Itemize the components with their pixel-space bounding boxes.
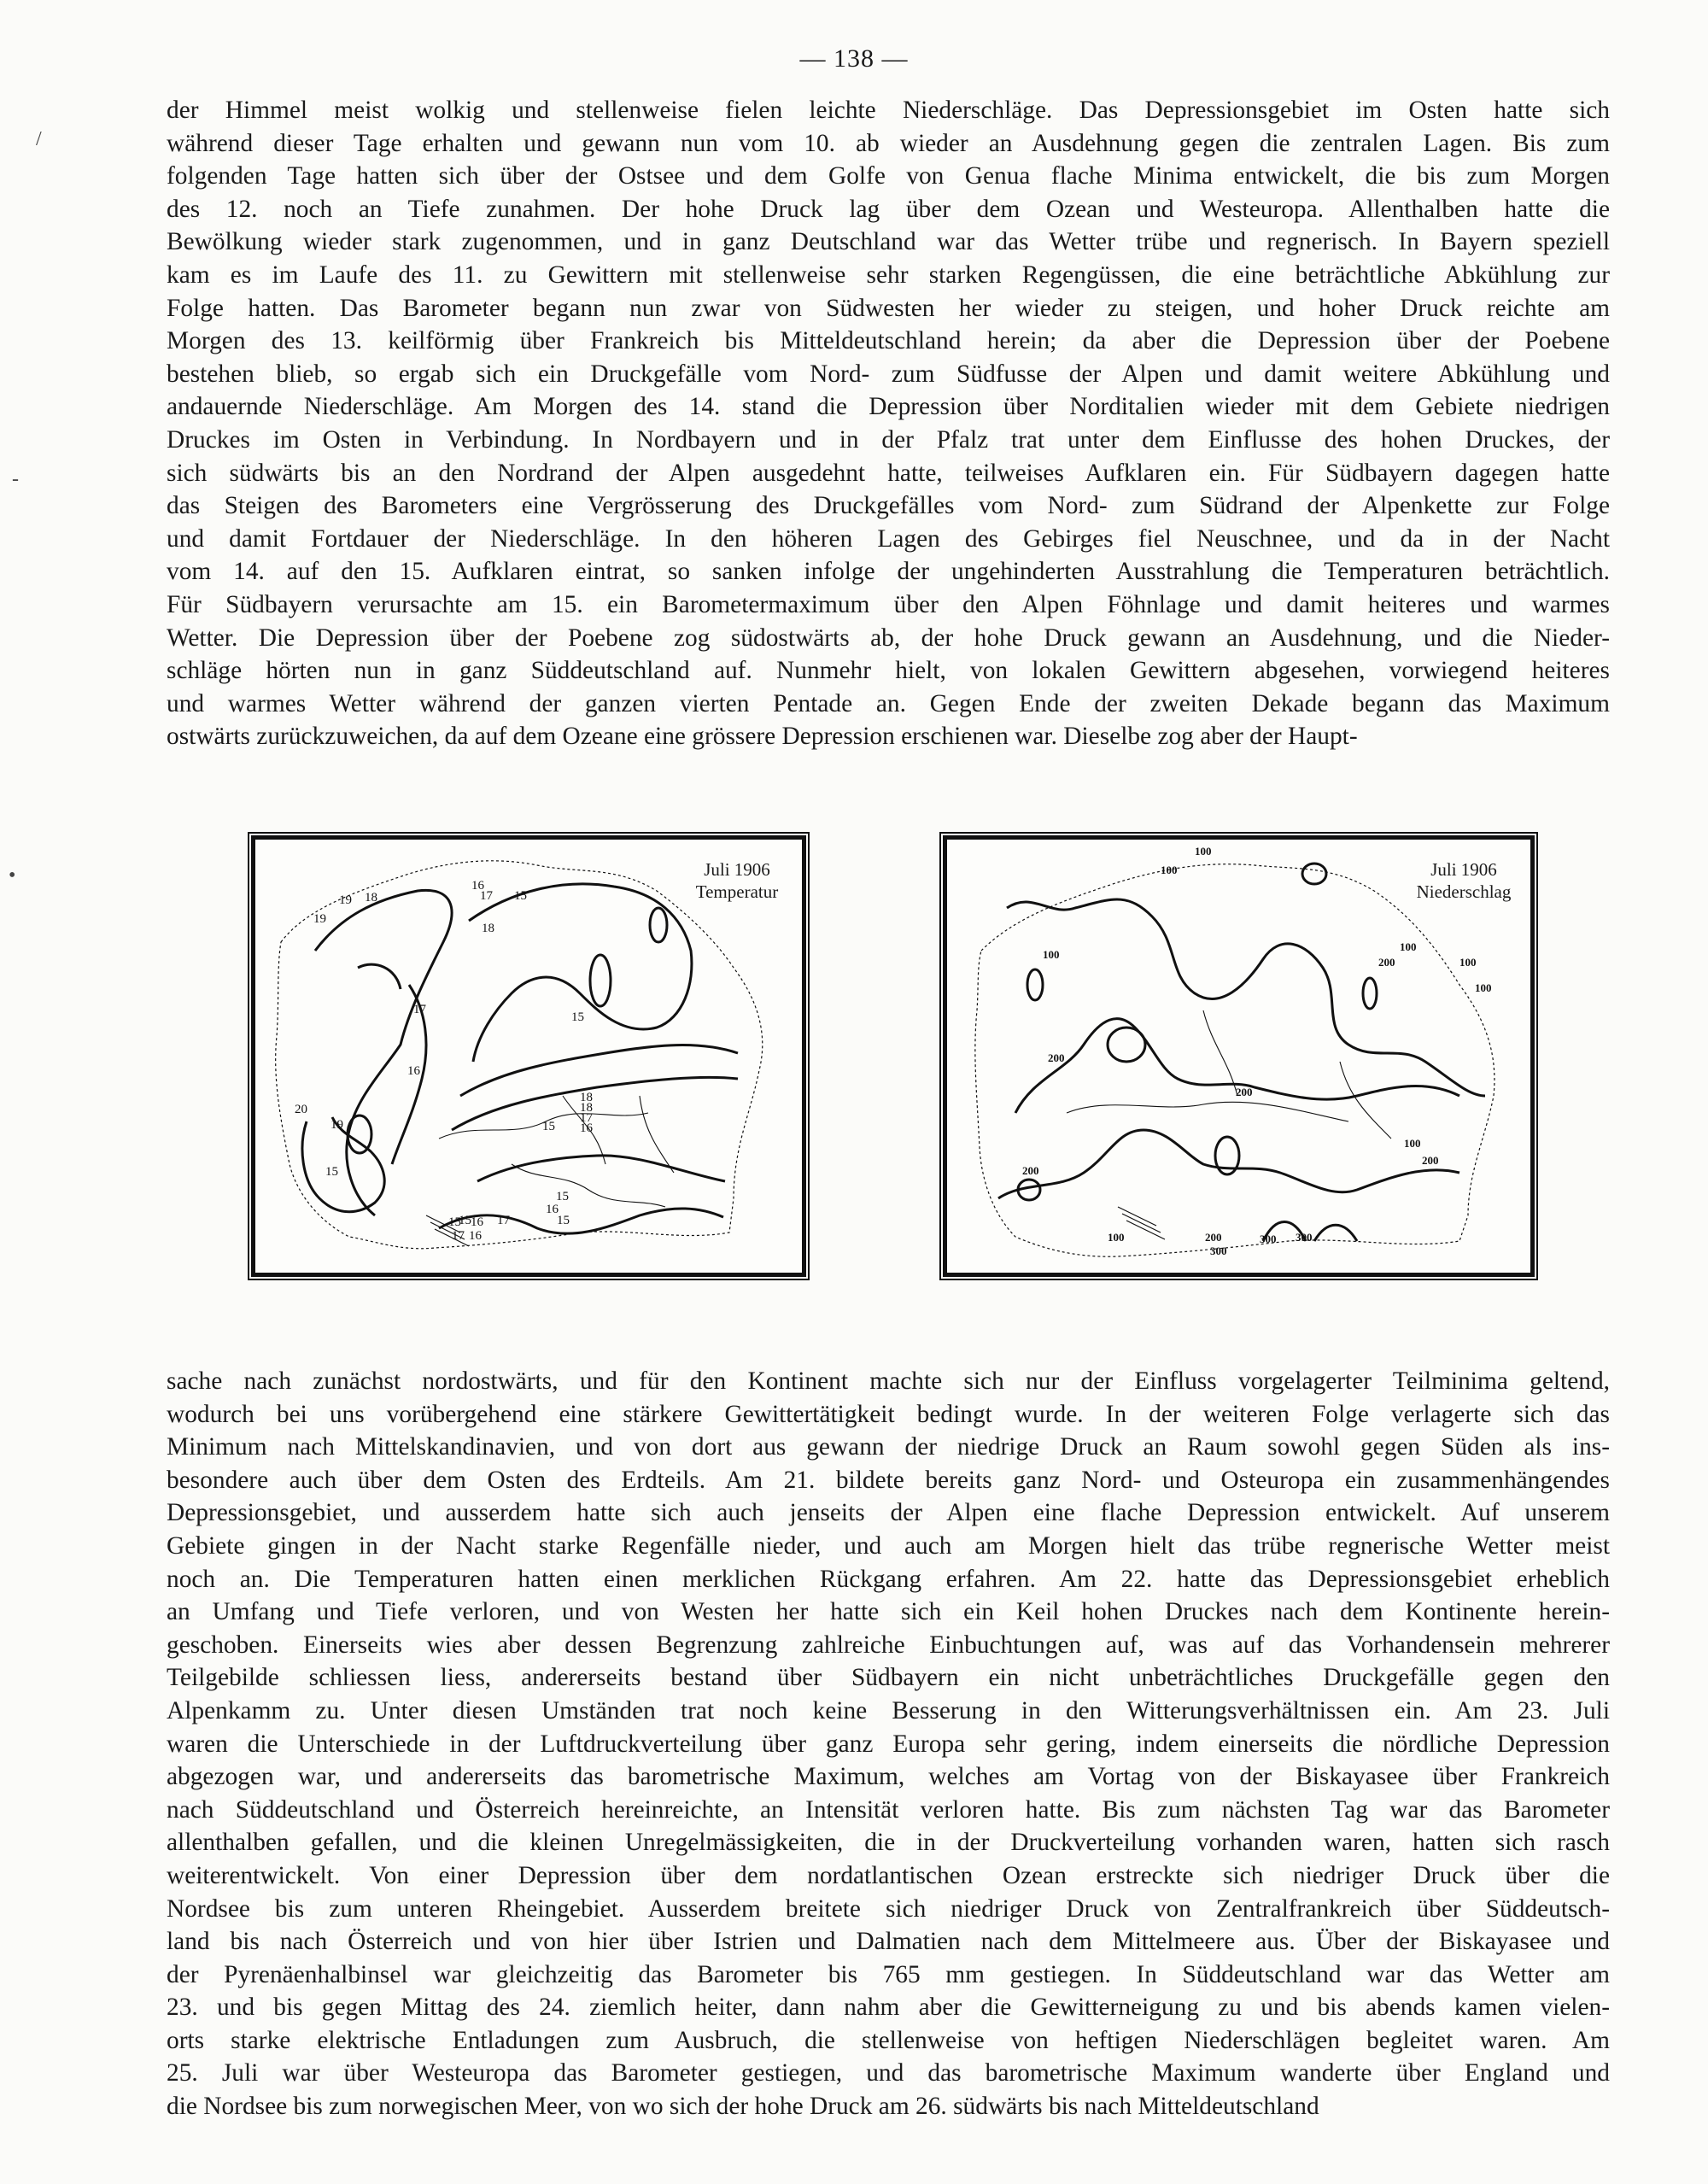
text-line: Für Südbayern verursachte am 15. ein Barometermaximum über den Alpen Föhnlage und damit heiteres und warmes bbox=[167, 590, 1610, 618]
precipitation-isoline-label: 300 bbox=[1296, 1231, 1313, 1244]
text-line: weiterentwickelt. Von einer Depression über dem nordatlantischen Ozean erstreckte sich niedriger Druck über die bbox=[167, 1861, 1610, 1889]
temperature-isoline-label: 17 bbox=[580, 1111, 593, 1125]
temperature-isoline-label: 16 bbox=[471, 1215, 483, 1229]
temperature-isoline-label: 16 bbox=[469, 1229, 482, 1243]
margin-mark: • bbox=[9, 864, 16, 887]
text-line: schläge hörten nun in ganz Süddeutschland auf. Nunmehr hielt, von lokalen Gewittern abgesehen, vorwiegend heiteres bbox=[167, 657, 1610, 685]
precipitation-isoline-label: 100 bbox=[1161, 864, 1178, 876]
temperature-isoline-label: 18 bbox=[365, 891, 377, 905]
precipitation-map-title-line1: Juli 1906 bbox=[1430, 859, 1497, 880]
text-line: noch an. Die Temperaturen hatten einen merklichen Rückgang erfahren. Am 22. hatte das Depressionsgebiet erheblich bbox=[167, 1565, 1610, 1593]
text-line: Gebiete gingen in der Nacht starke Regenfälle nieder, und auch am Morgen hielt das trübe regnerische Wetter meist bbox=[167, 1531, 1610, 1560]
temperature-isoline-label: 16 bbox=[546, 1203, 559, 1216]
text-line: andauernde Niederschläge. Am Morgen des 14. stand die Depression über Norditalien wieder mit dem Gebiete niedrigen bbox=[167, 393, 1610, 421]
precipitation-map-title-line2: Niederschlag bbox=[1416, 881, 1512, 902]
temperature-isoline-label: 15 bbox=[514, 889, 527, 903]
precipitation-isoline-label: 300 bbox=[1210, 1244, 1227, 1257]
text-line: Wetter. Die Depression über der Poebene zog südostwärts ab, der hohe Druck gewann an Ausdehnung, und die Nieder- bbox=[167, 624, 1610, 652]
text-line: geschoben. Einerseits wies aber dessen Begrenzung zahlreiche Einbuchtungen auf, was auf das Vorhandensein mehrerer bbox=[167, 1631, 1610, 1659]
temperature-isoline-label: 15 bbox=[448, 1215, 461, 1229]
text-line: das Steigen des Barometers eine Vergrösserung des Druckgefälles vom Nord- zum Südrand der Alpenkette zur Folge bbox=[167, 492, 1610, 520]
margin-mark: - bbox=[12, 468, 19, 490]
text-line: des 12. noch an Tiefe zunahmen. Der hohe Druck lag über dem Ozean und Westeuropa. Allenthalben hatte die bbox=[167, 195, 1610, 223]
text-line: land bis nach Österreich und von hier über Istrien und Dalmatien nach dem Mittelmeere aus. Über der Biskayasee und bbox=[167, 1928, 1610, 1956]
temperature-map-title-line1: Juli 1906 bbox=[704, 859, 770, 880]
text-line: Druckes im Osten in Verbindung. In Nordbayern und in der Pfalz trat unter dem Einflusse des hohen Druckes, der bbox=[167, 425, 1610, 454]
text-line: vom 14. auf den 15. Aufklaren eintrat, so sanken infolge der ungehinderten Ausstrahlung die Temperaturen beträchtlich. bbox=[167, 558, 1610, 586]
temperature-isoline-label: 19 bbox=[330, 1118, 343, 1132]
temperature-isoline-label: 15 bbox=[571, 1010, 584, 1024]
temperature-isoline-label: 18 bbox=[580, 1101, 593, 1115]
bottom-paragraph bbox=[167, 1365, 1610, 2123]
text-line: wodurch bei uns vorübergehend eine stärkere Gewittertätigkeit bedingt wurde. In der weiteren Folge verlagerte sich das bbox=[167, 1400, 1610, 1428]
temperature-isoline-label: 16 bbox=[471, 879, 484, 893]
precipitation-isoline-label: 200 bbox=[1378, 956, 1395, 969]
text-line: orts starke elektrische Entladungen zum Ausbruch, die stellenweise von heftigen Niederschlägen begleitet waren. Am bbox=[167, 2026, 1610, 2054]
precipitation-isoline-label: 100 bbox=[1475, 981, 1492, 994]
text-line: der Himmel meist wolkig und stellenweise fielen leichte Niederschläge. Das Depressionsgebiet im Osten hatte sich bbox=[167, 97, 1610, 124]
text-line: an Umfang und Tiefe verloren, und von Westen her hatte sich ein Keil hohen Druckes nach dem Kontinente herein- bbox=[167, 1598, 1610, 1626]
page-number: — 138 — bbox=[799, 44, 909, 73]
temperature-isoline-label: 17 bbox=[452, 1229, 465, 1243]
precipitation-map-title bbox=[1404, 858, 1524, 903]
precipitation-map bbox=[943, 835, 1535, 1277]
temperature-isoline-label: 15 bbox=[557, 1214, 570, 1227]
temperature-isoline-label: 16 bbox=[580, 1121, 593, 1135]
precipitation-isoline-label: 100 bbox=[1404, 1137, 1421, 1150]
text-line: während dieser Tage erhalten und gewann nun vom 10. ab wieder an Ausdehnung gegen die zentralen Lagen. Bis zum bbox=[167, 129, 1610, 157]
text-line: Morgen des 13. keilförmig über Frankreich bis Mitteldeutschland herein; da aber die Depression über der Poebene bbox=[167, 327, 1610, 355]
temperature-map-title-line2: Temperatur bbox=[695, 881, 779, 902]
text-line: Alpenkamm zu. Unter diesen Umständen trat noch keine Besserung in den Witterungsverhältnissen ein. Am 23. Juli bbox=[167, 1696, 1610, 1724]
temperature-isoline-label: 15 bbox=[325, 1165, 338, 1179]
temperature-map bbox=[251, 835, 806, 1277]
precipitation-isoline-label: 100 bbox=[1459, 956, 1477, 969]
temperature-map-title bbox=[686, 858, 788, 903]
text-line: und damit Fortdauer der Niederschläge. In den höheren Lagen des Gebirges fiel Neuschnee, und da in der Nacht bbox=[167, 524, 1610, 553]
text-line: Bewölkung wieder stark zugenommen, und in ganz Deutschland war das Wetter trübe und regnerisch. In Bayern speziell bbox=[167, 228, 1610, 256]
text-line: ostwärts zurückzuweichen, da auf dem Ozeane eine grössere Depression erschienen war. Dieselbe zog aber der Haupt- bbox=[167, 723, 1358, 751]
text-line: waren die Unterschiede in der Luftdruckverteilung über ganz Europa sehr gering, indem einerseits die nördliche Depression bbox=[167, 1730, 1610, 1758]
precipitation-isoline-label: 200 bbox=[1205, 1231, 1222, 1244]
precipitation-isoline-label: 100 bbox=[1195, 845, 1212, 858]
margin-mark: / bbox=[36, 128, 42, 150]
text-line: Depressionsgebiet, und ausserdem hatte sich auch jenseits der Alpen eine flache Depression entwickelt. Auf unserem bbox=[167, 1499, 1610, 1527]
temperature-isoline-label: 17 bbox=[497, 1214, 510, 1227]
temperature-isoline-label: 19 bbox=[313, 912, 326, 926]
text-line: 23. und bis gegen Mittag des 24. ziemlich heiter, dann nahm aber die Gewitterneigung zu und bis abends kamen vielen- bbox=[167, 1994, 1610, 2022]
precipitation-isoline-label: 100 bbox=[1400, 940, 1417, 953]
precipitation-isoline-label: 200 bbox=[1236, 1086, 1253, 1098]
text-line: Minimum nach Mittelskandinavien, und von dort aus gewann der niedrige Druck an Raum sowohl gegen Süden als ins- bbox=[167, 1433, 1610, 1461]
top-paragraph bbox=[167, 94, 1610, 753]
text-line: nach Süddeutschland und Österreich hereinreichte, an Intensität verloren hatte. Bis zum nächsten Tag war das Barometer bbox=[167, 1795, 1610, 1824]
temperature-isoline-label: 19 bbox=[339, 893, 352, 907]
temperature-isoline-label: 15 bbox=[542, 1120, 555, 1133]
text-line: Teilgebilde schliessen liess, andererseits bestand über Südbayern ein nicht unbeträchtliches Druckgefälle gegen den bbox=[167, 1664, 1610, 1692]
text-line: kam es im Laufe des 11. zu Gewittern mit stellenweise sehr starken Regengüssen, die eine beträchtliche Abkühlung zur bbox=[167, 261, 1610, 289]
text-line: Folge hatten. Das Barometer begann nun zwar von Südwesten her wieder zu steigen, und hoher Druck reichte am bbox=[167, 294, 1610, 322]
temperature-isoline-label: 17 bbox=[413, 1003, 426, 1016]
text-line: bestehen blieb, so ergab sich ein Druckgefälle vom Nord- zum Südfusse der Alpen und damit weitere Abkühlung und bbox=[167, 360, 1610, 388]
temperature-isoline-label: 16 bbox=[407, 1064, 420, 1078]
precipitation-map-drawing bbox=[947, 840, 1530, 1273]
temperature-map-drawing bbox=[255, 840, 802, 1273]
text-line: sache nach zunächst nordostwärts, und für den Kontinent machte sich nur der Einfluss vorgelagerter Teilminima geltend, bbox=[167, 1367, 1610, 1395]
precipitation-isoline-label: 100 bbox=[1108, 1231, 1125, 1244]
temperature-isoline-label: 18 bbox=[482, 922, 494, 935]
text-line: Nordsee bis zum unteren Rheingebiet. Ausserdem breitete sich niedriger Druck von Zentralfrankreich über Süddeutsch- bbox=[167, 1894, 1610, 1923]
text-line: sich südwärts bis an den Nordrand der Alpen ausgedehnt hatte, teilweises Aufklaren ein. Für Südbayern dagegen hatte bbox=[167, 459, 1610, 487]
temperature-isoline-label: 15 bbox=[459, 1214, 471, 1227]
text-line: und warmes Wetter während der ganzen vierten Pentade an. Gegen Ende der zweiten Dekade begann das Maximum bbox=[167, 689, 1610, 717]
text-line: die Nordsee bis zum norwegischen Meer, von wo sich der hohe Druck am 26. südwärts bis nach Mitteldeutschland bbox=[167, 2093, 1319, 2121]
text-line: abgezogen war, und andererseits das barometrische Maximum, welches am Vortag von der Biskayasee über Frankreich bbox=[167, 1763, 1610, 1791]
precipitation-isoline-label: 200 bbox=[1422, 1154, 1439, 1167]
text-line: besondere auch über dem Osten des Erdteils. Am 21. bildete bereits ganz Nord- und Osteuropa ein zusammenhängendes bbox=[167, 1466, 1610, 1494]
temperature-isoline-label: 18 bbox=[580, 1091, 593, 1104]
text-line: der Pyrenäenhalbinsel war gleichzeitig das Barometer bis 765 mm gestiegen. In Süddeutschland war das Wetter am bbox=[167, 1960, 1610, 1988]
temperature-isoline-label: 17 bbox=[480, 889, 493, 903]
text-line: allenthalben gefallen, und die kleinen Unregelmässigkeiten, die in der Druckverteilung vorhanden waren, hatten sich rasch bbox=[167, 1829, 1610, 1857]
precipitation-isoline-label: 100 bbox=[1043, 948, 1060, 961]
temperature-isoline-label: 20 bbox=[295, 1103, 307, 1116]
temperature-isoline-label: 15 bbox=[556, 1190, 569, 1203]
precipitation-isoline-label: 200 bbox=[1022, 1164, 1039, 1177]
text-line: 25. Juli war über Westeuropa das Barometer gestiegen, und das barometrische Maximum wanderte über England und bbox=[167, 2059, 1610, 2087]
precipitation-isoline-label: 200 bbox=[1048, 1051, 1065, 1064]
text-line: folgenden Tage hatten sich über der Ostsee und dem Golfe von Genua flache Minima entwickelt, die bis zum Morgen bbox=[167, 162, 1610, 190]
precipitation-isoline-label: 300 bbox=[1260, 1233, 1277, 1245]
